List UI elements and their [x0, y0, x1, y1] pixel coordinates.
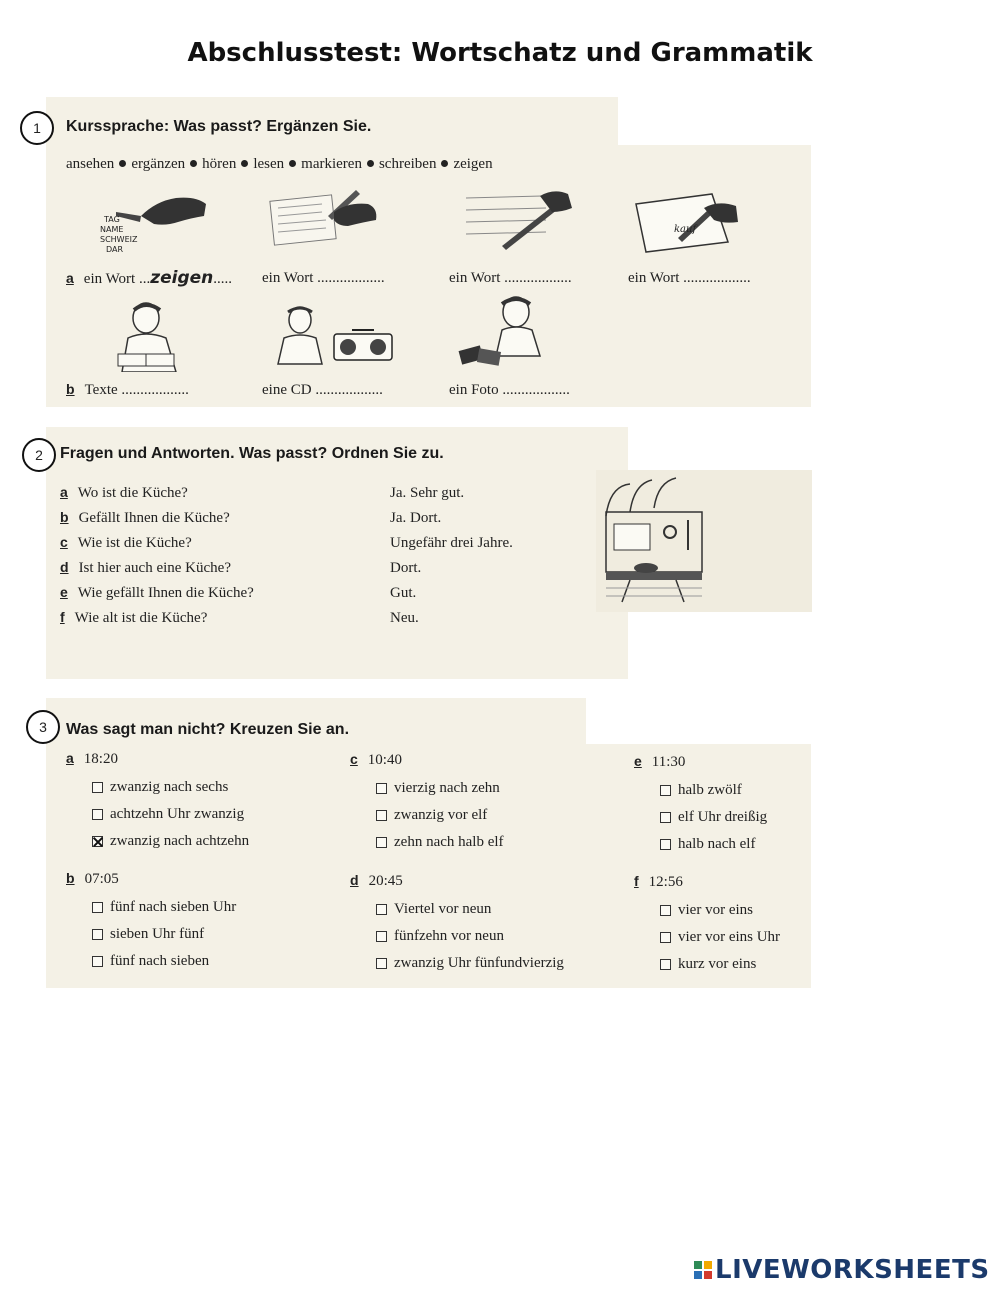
bullet-icon	[289, 160, 296, 167]
bullet-icon	[441, 160, 448, 167]
item-letter: d	[60, 559, 69, 575]
word-bank-item: lesen	[253, 156, 285, 172]
kitchen-picture	[600, 476, 710, 606]
word-bank-item: markieren	[301, 156, 362, 172]
word-bank-item: schreiben	[378, 156, 437, 172]
answer-text[interactable]: Neu.	[390, 610, 419, 626]
row-b-item-3[interactable]: ein Foto ..................	[449, 382, 570, 398]
option-row[interactable]	[66, 828, 249, 855]
item-letter: b	[60, 509, 69, 525]
option-row[interactable]	[350, 802, 504, 829]
time-block-c	[350, 751, 504, 856]
option-row[interactable]	[634, 897, 780, 924]
looking-photo-picture	[456, 292, 560, 370]
checkbox[interactable]	[660, 812, 671, 823]
word-bank-item: ergänzen	[131, 156, 186, 172]
option-row[interactable]	[634, 951, 780, 978]
option-text: Viertel vor neun	[394, 901, 492, 917]
option-row[interactable]	[350, 775, 504, 802]
question-text[interactable]: Ist hier auch eine Küche?	[78, 560, 231, 576]
page-title: Abschlusstest: Wortschatz und Grammatik	[187, 38, 813, 68]
item-letter: c	[60, 534, 68, 550]
item-letter: f	[60, 609, 65, 625]
option-text: sieben Uhr fünf	[110, 926, 205, 942]
svg-text:kauf: kauf	[674, 224, 697, 235]
logo-square	[704, 1271, 712, 1279]
item-letter: e	[634, 753, 642, 769]
question-text[interactable]: Wo ist die Küche?	[77, 485, 188, 501]
item-letter: a	[66, 750, 74, 766]
option-text: fünf nach sieben Uhr	[110, 899, 237, 915]
item-letter: f	[634, 873, 639, 889]
answer-text[interactable]: Ja. Dort.	[390, 510, 442, 526]
pointing-hand-picture	[96, 186, 211, 258]
checkbox[interactable]	[376, 837, 387, 848]
option-row[interactable]	[66, 801, 249, 828]
checkbox[interactable]	[92, 782, 103, 793]
bullet-icon	[119, 160, 126, 167]
option-row[interactable]	[634, 831, 767, 858]
section1-number: 1	[20, 111, 54, 145]
option-row[interactable]	[66, 948, 236, 975]
word-bank-item: ansehen	[66, 156, 115, 172]
checkbox[interactable]	[660, 785, 671, 796]
option-text: achtzehn Uhr zwanzig	[110, 806, 245, 822]
bullet-icon	[190, 160, 197, 167]
option-text: vierzig nach zehn	[394, 780, 500, 796]
row-a	[66, 268, 232, 288]
time-value: 10:40	[367, 752, 402, 768]
time-value: 11:30	[651, 754, 686, 770]
checkbox[interactable]	[376, 810, 387, 821]
section2-number: 2	[22, 438, 56, 472]
option-row[interactable]	[66, 774, 249, 801]
checkbox-checked[interactable]	[92, 836, 103, 847]
bullet-icon	[241, 160, 248, 167]
section1-heading: Kurssprache: Was passt? Ergänzen Sie.	[66, 118, 372, 135]
checkbox[interactable]	[660, 905, 671, 916]
section3-heading: Was sagt man nicht? Kreuzen Sie an.	[66, 721, 350, 738]
answer-field[interactable]: zeigen	[150, 268, 214, 288]
checkbox[interactable]	[92, 956, 103, 967]
logo-text: LIVEWORKSHEETS	[715, 1255, 990, 1285]
option-text: zwanzig Uhr fünfundvierzig	[394, 955, 564, 971]
item-letter: a	[66, 270, 74, 286]
item-letter: b	[66, 870, 75, 886]
item-letter: d	[350, 872, 359, 888]
item-trail: .....	[213, 271, 233, 287]
time-value: 07:05	[84, 871, 119, 887]
word-bank	[66, 156, 493, 173]
time-block-f	[634, 873, 780, 978]
logo-square	[694, 1261, 702, 1269]
option-text: zwanzig nach sechs	[110, 779, 229, 795]
time-value: 12:56	[648, 874, 683, 890]
listening-cd-picture	[262, 302, 398, 370]
item-letter: c	[350, 751, 358, 767]
bullet-icon	[367, 160, 374, 167]
writing-hand-picture	[632, 192, 742, 256]
option-row[interactable]	[634, 804, 767, 831]
section2-scan	[46, 427, 628, 679]
word-bank-item: zeigen	[453, 156, 493, 172]
time-block-d	[350, 872, 564, 977]
checkbox[interactable]	[92, 902, 103, 913]
section3-number: 3	[26, 710, 60, 744]
option-text: vier vor eins	[678, 902, 753, 918]
card-text: DAR	[106, 245, 124, 254]
option-text: zwanzig vor elf	[394, 807, 488, 823]
option-row[interactable]	[350, 829, 504, 856]
option-text: zehn nach halb elf	[394, 834, 504, 850]
answer-text[interactable]: Ungefähr drei Jahre.	[390, 535, 513, 551]
row-a-item-1	[83, 268, 233, 288]
word-bank-item: hören	[202, 156, 237, 172]
question-text[interactable]: Wie ist die Küche?	[77, 535, 192, 551]
question-row	[60, 559, 231, 577]
option-text: kurz vor eins	[678, 956, 757, 972]
question-text[interactable]: Wie alt ist die Küche?	[74, 610, 208, 626]
checkbox[interactable]	[376, 783, 387, 794]
reading-man-picture	[104, 298, 200, 372]
time-block-a	[66, 750, 249, 855]
option-text: fünf nach sieben	[110, 953, 210, 969]
card-text: NAME	[100, 225, 124, 234]
checkbox[interactable]	[376, 958, 387, 969]
item-letter: b	[66, 381, 75, 397]
question-row	[60, 584, 254, 602]
item-letter: e	[60, 584, 68, 600]
option-text: halb nach elf	[678, 836, 756, 852]
answer-text[interactable]: Ja. Sehr gut.	[390, 485, 465, 501]
time-value: 20:45	[368, 873, 403, 889]
logo-square	[694, 1271, 702, 1279]
question-row	[60, 534, 192, 552]
option-text: halb zwölf	[678, 782, 742, 798]
checkbox[interactable]	[660, 839, 671, 850]
time-block-b	[66, 870, 236, 975]
option-text: elf Uhr dreißig	[678, 809, 768, 825]
card-text: SCHWEIZ	[100, 235, 138, 244]
question-row	[60, 484, 188, 502]
question-text[interactable]: Wie gefällt Ihnen die Küche?	[77, 585, 254, 601]
checkbox[interactable]	[660, 959, 671, 970]
option-text: vier vor eins Uhr	[678, 929, 781, 945]
time-value: 18:20	[83, 751, 118, 767]
answer-text[interactable]: Gut.	[390, 585, 417, 601]
option-row[interactable]	[634, 924, 780, 951]
option-text: zwanzig nach achtzehn	[110, 833, 250, 849]
option-text: fünfzehn vor neun	[394, 928, 504, 944]
option-row[interactable]	[66, 921, 236, 948]
option-row[interactable]	[350, 950, 564, 977]
option-row[interactable]	[66, 894, 236, 921]
checkbox[interactable]	[660, 932, 671, 943]
option-row[interactable]	[350, 896, 564, 923]
answer-text[interactable]: Dort.	[390, 560, 422, 576]
checkbox[interactable]	[376, 904, 387, 915]
writing-paper-picture	[462, 188, 574, 250]
question-row	[60, 509, 230, 527]
row-b-item-2[interactable]: eine CD ..................	[262, 382, 383, 398]
row-a-item-4[interactable]: ein Wort ..................	[628, 270, 751, 286]
logo-icon	[694, 1261, 712, 1279]
item-text: ein Wort ...	[83, 271, 151, 287]
row-a-item-3[interactable]: ein Wort ..................	[449, 270, 572, 286]
logo-square	[704, 1261, 712, 1269]
checkbox[interactable]	[92, 929, 103, 940]
section2-heading: Fragen und Antworten. Was passt? Ordnen Sie zu.	[60, 445, 444, 462]
item-letter: a	[60, 484, 68, 500]
row-a-item-2[interactable]: ein Wort ..................	[262, 270, 385, 286]
checkbox[interactable]	[92, 809, 103, 820]
marking-hand-picture	[268, 186, 380, 250]
row-b-item-1[interactable]: Texte ..................	[84, 382, 189, 398]
card-text: TAG	[104, 215, 120, 224]
option-row[interactable]	[350, 923, 564, 950]
liveworksheets-logo	[694, 1255, 990, 1285]
checkbox[interactable]	[376, 931, 387, 942]
question-row	[60, 609, 207, 627]
question-text[interactable]: Gefällt Ihnen die Küche?	[78, 510, 230, 526]
row-b	[66, 381, 189, 399]
option-row[interactable]	[634, 777, 767, 804]
time-block-e	[634, 753, 767, 858]
